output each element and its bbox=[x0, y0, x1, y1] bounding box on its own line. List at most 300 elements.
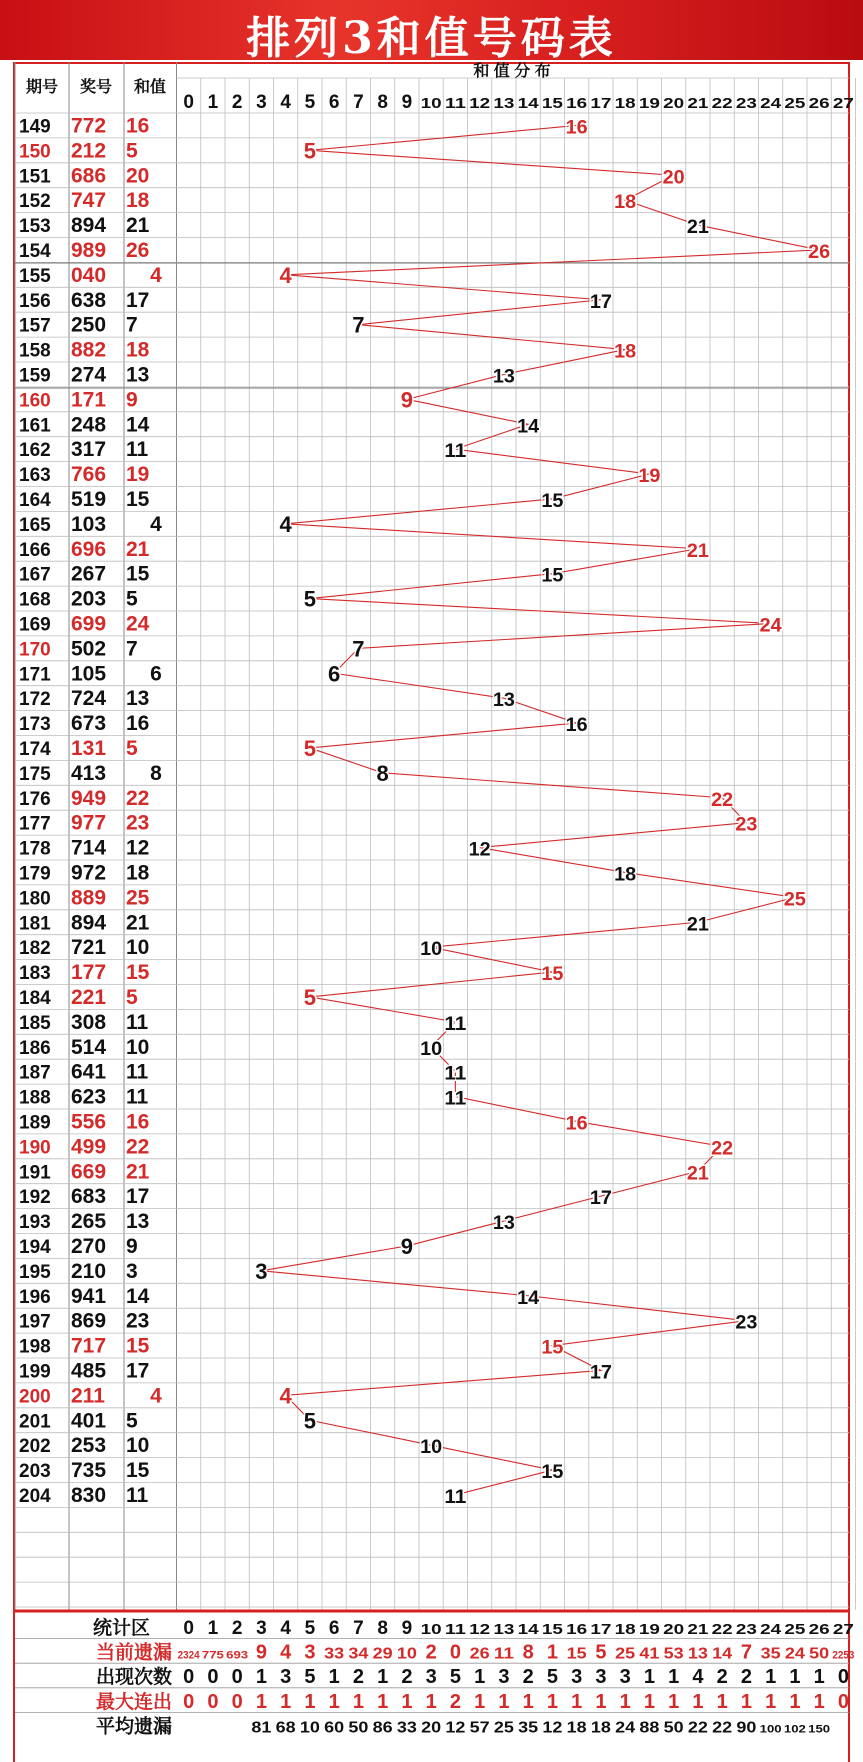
number-cell: 949 bbox=[71, 786, 107, 810]
stats-value: 2 bbox=[449, 1690, 461, 1713]
sum-cell: 11 bbox=[126, 1010, 149, 1034]
issue-cell: 204 bbox=[19, 1485, 51, 1507]
number-cell: 669 bbox=[71, 1160, 107, 1184]
sum-cell: 4 bbox=[150, 263, 162, 287]
stats-value: 29 bbox=[372, 1645, 393, 1663]
sum-cell: 5 bbox=[126, 139, 138, 163]
issue-cell: 198 bbox=[19, 1336, 51, 1358]
issue-cell: 176 bbox=[19, 788, 51, 810]
stats-value: 7 bbox=[740, 1641, 752, 1664]
x-tick-label: 7 bbox=[353, 92, 364, 113]
sum-cell: 23 bbox=[126, 1309, 150, 1333]
sum-point: 5 bbox=[303, 586, 316, 612]
stats-value: 0 bbox=[207, 1690, 219, 1713]
stats-value: 1 bbox=[255, 1690, 267, 1713]
issue-cell: 171 bbox=[19, 664, 51, 686]
issue-cell: 168 bbox=[19, 589, 51, 611]
stats-value: 25 bbox=[493, 1719, 514, 1737]
stats-value: 12 bbox=[542, 1719, 563, 1737]
issue-cell: 169 bbox=[19, 614, 51, 636]
stats-value: 3 bbox=[425, 1666, 437, 1689]
number-cell: 869 bbox=[71, 1309, 107, 1333]
stats-col-label: 9 bbox=[401, 1618, 413, 1639]
sum-cell: 9 bbox=[126, 1234, 138, 1258]
stats-value: 20 bbox=[421, 1719, 442, 1737]
stats-row-label: 平均遗漏 bbox=[95, 1716, 172, 1738]
sum-point: 11 bbox=[444, 1088, 467, 1110]
sum-cell: 18 bbox=[126, 338, 150, 362]
sum-point: 13 bbox=[492, 690, 515, 712]
sum-point: 23 bbox=[735, 814, 758, 836]
issue-cell: 159 bbox=[19, 365, 51, 387]
stats-value: 4 bbox=[280, 1641, 292, 1664]
issue-cell: 173 bbox=[19, 714, 51, 736]
stats-value: 1 bbox=[498, 1690, 510, 1713]
x-tick-label: 24 bbox=[760, 95, 782, 112]
stats-value: 68 bbox=[275, 1719, 296, 1737]
sum-cell: 10 bbox=[126, 1035, 150, 1059]
sum-cell: 16 bbox=[126, 114, 150, 138]
stats-value: 1 bbox=[352, 1690, 364, 1713]
sum-point: 5 bbox=[303, 1408, 316, 1434]
number-cell: 699 bbox=[71, 612, 107, 636]
stats-value: 2 bbox=[522, 1666, 534, 1689]
sum-point: 23 bbox=[735, 1312, 758, 1334]
sum-point: 17 bbox=[589, 1188, 612, 1210]
x-tick-label: 15 bbox=[541, 95, 563, 112]
sum-point: 21 bbox=[686, 540, 710, 562]
stats-col-label: 24 bbox=[760, 1621, 782, 1638]
sum-point: 11 bbox=[444, 1063, 467, 1085]
stats-value: 1 bbox=[328, 1690, 340, 1713]
stats-value: 0 bbox=[449, 1641, 461, 1664]
sum-cell: 18 bbox=[126, 189, 150, 213]
stats-value: 3 bbox=[571, 1666, 583, 1689]
number-cell: 989 bbox=[71, 238, 107, 262]
stats-value: 1 bbox=[813, 1690, 825, 1713]
sum-point: 20 bbox=[662, 167, 685, 189]
stats-value: 1 bbox=[643, 1690, 655, 1713]
sum-cell: 21 bbox=[126, 537, 150, 561]
stats-row-label: 当前遗漏 bbox=[95, 1642, 172, 1664]
number-cell: 772 bbox=[71, 114, 107, 138]
number-cell: 747 bbox=[71, 189, 107, 213]
stats-value: 2324 bbox=[177, 1649, 201, 1662]
number-cell: 212 bbox=[71, 139, 107, 163]
sum-point: 11 bbox=[444, 1013, 467, 1035]
stats-value: 0 bbox=[231, 1690, 243, 1713]
sum-cell: 11 bbox=[126, 438, 149, 462]
issue-cell: 187 bbox=[19, 1062, 51, 1084]
number-cell: 248 bbox=[71, 413, 107, 437]
sum-cell: 12 bbox=[126, 836, 150, 860]
stats-value: 0 bbox=[183, 1666, 195, 1689]
x-tick-label: 20 bbox=[663, 95, 685, 112]
stats-value: 57 bbox=[469, 1719, 490, 1737]
number-cell: 177 bbox=[71, 961, 107, 985]
stats-col-label: 13 bbox=[493, 1621, 515, 1638]
x-tick-label: 16 bbox=[566, 95, 588, 112]
x-tick-label: 21 bbox=[687, 95, 709, 112]
stats-value: 775 bbox=[201, 1649, 224, 1662]
stats-value: 22 bbox=[687, 1719, 708, 1737]
number-cell: 210 bbox=[71, 1259, 107, 1283]
stats-value: 1 bbox=[765, 1690, 777, 1713]
stats-value: 1 bbox=[255, 1666, 267, 1689]
sum-cell: 5 bbox=[126, 985, 138, 1009]
x-tick-label: 11 bbox=[444, 95, 466, 112]
issue-cell: 186 bbox=[19, 1037, 51, 1059]
sum-point: 14 bbox=[517, 1287, 540, 1309]
sum-cell: 4 bbox=[150, 1384, 162, 1408]
stats-value: 0 bbox=[837, 1690, 849, 1713]
sum-point: 26 bbox=[808, 241, 831, 263]
issue-cell: 197 bbox=[19, 1311, 51, 1333]
issue-cell: 174 bbox=[19, 738, 51, 760]
sum-point: 17 bbox=[589, 291, 612, 313]
number-cell: 972 bbox=[71, 861, 107, 885]
stats-value: 1 bbox=[304, 1690, 316, 1713]
number-cell: 485 bbox=[71, 1359, 107, 1383]
sum-point: 13 bbox=[492, 1213, 515, 1235]
x-tick-label: 8 bbox=[377, 92, 388, 113]
sum-cell: 5 bbox=[126, 587, 138, 611]
number-cell: 894 bbox=[71, 214, 107, 238]
stats-value: 2253 bbox=[832, 1649, 855, 1662]
stats-value: 24 bbox=[615, 1719, 636, 1737]
stats-col-label: 17 bbox=[590, 1621, 612, 1638]
sum-point: 11 bbox=[444, 441, 467, 463]
stats-value: 81 bbox=[251, 1719, 272, 1737]
stats-value: 13 bbox=[687, 1645, 708, 1663]
sum-point: 15 bbox=[541, 565, 564, 587]
stats-col-label: 0 bbox=[183, 1618, 194, 1639]
stats-value: 25 bbox=[615, 1645, 636, 1663]
stats-col-label: 6 bbox=[328, 1618, 340, 1639]
sum-cell: 15 bbox=[126, 562, 150, 586]
stats-value: 18 bbox=[590, 1719, 611, 1737]
sum-cell: 7 bbox=[126, 313, 138, 337]
sum-cell: 15 bbox=[126, 1334, 150, 1358]
issue-cell: 180 bbox=[19, 888, 51, 910]
sum-cell: 5 bbox=[126, 736, 138, 760]
header-sum: 和值 bbox=[133, 79, 167, 96]
sum-cell: 13 bbox=[126, 687, 150, 711]
stats-col-label: 26 bbox=[808, 1621, 830, 1638]
x-tick-label: 9 bbox=[401, 92, 413, 113]
sum-point: 9 bbox=[400, 387, 413, 413]
stats-col-label: 18 bbox=[614, 1621, 636, 1638]
stats-col-label: 11 bbox=[444, 1621, 466, 1638]
sum-point: 18 bbox=[614, 341, 637, 363]
sum-cell: 22 bbox=[126, 1135, 150, 1159]
stats-col-label: 2 bbox=[231, 1618, 243, 1639]
stats-col-label: 22 bbox=[711, 1621, 733, 1638]
stats-value: 14 bbox=[712, 1645, 733, 1663]
stats-value: 1 bbox=[619, 1690, 631, 1713]
page-title: 排列3和值号码表 bbox=[246, 13, 617, 60]
number-cell: 519 bbox=[71, 487, 107, 511]
issue-cell: 183 bbox=[19, 963, 51, 985]
stats-value: 22 bbox=[712, 1719, 733, 1737]
sum-point: 12 bbox=[468, 839, 491, 861]
stats-value: 15 bbox=[566, 1645, 587, 1663]
issue-cell: 175 bbox=[19, 763, 51, 785]
stats-value: 3 bbox=[619, 1666, 631, 1689]
number-cell: 941 bbox=[71, 1284, 107, 1308]
stats-value: 8 bbox=[522, 1641, 534, 1664]
sum-cell: 3 bbox=[126, 1259, 138, 1283]
stats-value: 50 bbox=[348, 1719, 369, 1737]
issue-cell: 178 bbox=[19, 838, 51, 860]
stats-value: 33 bbox=[324, 1645, 345, 1663]
stats-value: 1 bbox=[328, 1666, 340, 1689]
sum-point: 14 bbox=[517, 416, 540, 438]
issue-cell: 185 bbox=[19, 1012, 51, 1034]
stats-value: 1 bbox=[765, 1666, 777, 1689]
stats-value: 1 bbox=[595, 1690, 607, 1713]
number-cell: 673 bbox=[71, 712, 107, 736]
stats-value: 9 bbox=[255, 1641, 267, 1664]
issue-cell: 167 bbox=[19, 564, 51, 586]
x-tick-label: 4 bbox=[280, 92, 291, 113]
number-cell: 308 bbox=[71, 1010, 107, 1034]
sum-cell: 9 bbox=[126, 388, 138, 412]
x-tick-label: 14 bbox=[517, 95, 540, 112]
stats-col-label: 1 bbox=[207, 1618, 219, 1639]
x-tick-label: 12 bbox=[469, 95, 491, 112]
stats-col-label: 23 bbox=[735, 1621, 757, 1638]
number-cell: 267 bbox=[71, 562, 107, 586]
sum-point: 15 bbox=[541, 964, 564, 986]
sum-point: 4 bbox=[279, 1383, 292, 1409]
issue-cell: 192 bbox=[19, 1187, 51, 1209]
number-cell: 265 bbox=[71, 1210, 107, 1234]
sum-point: 7 bbox=[352, 312, 365, 338]
sum-point: 10 bbox=[420, 1437, 443, 1459]
sum-cell: 6 bbox=[150, 662, 162, 686]
sum-point: 6 bbox=[328, 661, 341, 687]
sum-point: 8 bbox=[376, 760, 389, 786]
stats-value: 1 bbox=[668, 1690, 680, 1713]
x-tick-label: 3 bbox=[256, 92, 267, 113]
issue-cell: 162 bbox=[19, 440, 51, 462]
sum-cell: 19 bbox=[126, 463, 150, 487]
number-cell: 250 bbox=[71, 313, 107, 337]
number-cell: 103 bbox=[71, 512, 107, 536]
stats-col-label: 3 bbox=[256, 1618, 267, 1639]
stats-value: 1 bbox=[425, 1690, 437, 1713]
number-cell: 683 bbox=[71, 1185, 107, 1209]
number-cell: 724 bbox=[71, 687, 107, 711]
sum-point: 9 bbox=[400, 1233, 413, 1259]
sum-cell: 14 bbox=[126, 1284, 150, 1308]
stats-value: 1 bbox=[474, 1666, 486, 1689]
stats-col-label: 15 bbox=[541, 1621, 563, 1638]
sum-cell: 15 bbox=[126, 961, 150, 985]
stats-value: 693 bbox=[226, 1649, 249, 1662]
issue-cell: 152 bbox=[19, 191, 51, 213]
x-tick-label: 5 bbox=[304, 92, 316, 113]
stats-value: 1 bbox=[546, 1690, 558, 1713]
sum-cell: 11 bbox=[126, 1085, 149, 1109]
sum-cell: 7 bbox=[126, 637, 138, 661]
stats-row-label: 最大连出 bbox=[95, 1691, 172, 1713]
number-cell: 766 bbox=[71, 463, 107, 487]
issue-cell: 161 bbox=[19, 415, 51, 437]
sum-point: 16 bbox=[565, 1113, 588, 1135]
number-cell: 274 bbox=[71, 363, 107, 387]
stats-col-label: 16 bbox=[566, 1621, 588, 1638]
sum-point: 11 bbox=[444, 1486, 467, 1508]
stats-value: 1 bbox=[740, 1690, 752, 1713]
number-cell: 131 bbox=[71, 736, 107, 760]
sum-cell: 17 bbox=[126, 288, 150, 312]
stats-col-label: 21 bbox=[687, 1621, 709, 1638]
x-tick-label: 23 bbox=[735, 95, 757, 112]
stats-header: 统计区 bbox=[92, 1618, 150, 1639]
number-cell: 413 bbox=[71, 761, 107, 785]
sum-cell: 10 bbox=[126, 936, 150, 960]
stats-value: 1 bbox=[280, 1690, 292, 1713]
sum-point: 5 bbox=[303, 984, 316, 1010]
sum-point: 16 bbox=[565, 715, 588, 737]
issue-cell: 201 bbox=[19, 1411, 51, 1433]
stats-col-label: 8 bbox=[377, 1618, 388, 1639]
number-cell: 171 bbox=[71, 388, 107, 412]
stats-value: 12 bbox=[445, 1719, 466, 1737]
number-cell: 714 bbox=[71, 836, 107, 860]
stats-value: 1 bbox=[571, 1690, 583, 1713]
issue-cell: 179 bbox=[19, 863, 51, 885]
number-cell: 696 bbox=[71, 537, 107, 561]
stats-value: 50 bbox=[809, 1645, 830, 1663]
stats-value: 150 bbox=[808, 1723, 831, 1736]
issue-cell: 156 bbox=[19, 290, 51, 312]
issue-cell: 150 bbox=[19, 141, 51, 163]
issue-cell: 177 bbox=[19, 813, 51, 835]
x-tick-label: 1 bbox=[207, 92, 219, 113]
issue-cell: 170 bbox=[19, 639, 51, 661]
number-cell: 499 bbox=[71, 1135, 107, 1159]
sum-point: 24 bbox=[759, 615, 783, 637]
stats-value: 2 bbox=[401, 1666, 413, 1689]
issue-cell: 155 bbox=[19, 265, 51, 287]
stats-col-label: 5 bbox=[304, 1618, 316, 1639]
stats-value: 24 bbox=[784, 1645, 805, 1663]
header-distribution: 和 值 分 布 bbox=[473, 63, 551, 80]
stats-value: 2 bbox=[352, 1666, 364, 1689]
sum-cell: 4 bbox=[150, 512, 162, 536]
issue-cell: 181 bbox=[19, 913, 51, 935]
stats-value: 1 bbox=[813, 1666, 825, 1689]
sum-cell: 21 bbox=[126, 911, 150, 935]
stats-value: 3 bbox=[304, 1641, 316, 1664]
number-cell: 401 bbox=[71, 1409, 107, 1433]
sum-cell: 17 bbox=[126, 1359, 150, 1383]
sum-point: 21 bbox=[686, 914, 710, 936]
number-cell: 638 bbox=[71, 288, 107, 312]
stats-value: 1 bbox=[668, 1666, 680, 1689]
issue-cell: 164 bbox=[19, 489, 51, 511]
x-tick-label: 26 bbox=[808, 95, 830, 112]
x-tick-label: 17 bbox=[590, 95, 612, 112]
stats-col-label: 12 bbox=[469, 1621, 491, 1638]
x-tick-label: 25 bbox=[784, 95, 806, 112]
sum-point: 22 bbox=[711, 1138, 734, 1160]
issue-cell: 158 bbox=[19, 340, 51, 362]
stats-value: 1 bbox=[522, 1690, 534, 1713]
sum-point: 10 bbox=[420, 1038, 443, 1060]
number-cell: 721 bbox=[71, 936, 107, 960]
issue-cell: 202 bbox=[19, 1436, 51, 1458]
sum-cell: 22 bbox=[126, 786, 150, 810]
number-cell: 317 bbox=[71, 438, 107, 462]
stats-value: 41 bbox=[639, 1645, 660, 1663]
sum-cell: 11 bbox=[126, 1483, 149, 1507]
sum-point: 16 bbox=[565, 117, 588, 139]
sum-point: 18 bbox=[614, 192, 637, 214]
stats-value: 35 bbox=[518, 1719, 539, 1737]
stats-value: 1 bbox=[789, 1666, 801, 1689]
sum-point: 3 bbox=[255, 1258, 268, 1284]
stats-col-label: 25 bbox=[784, 1621, 806, 1638]
sum-cell: 13 bbox=[126, 363, 150, 387]
number-cell: 977 bbox=[71, 811, 107, 835]
issue-cell: 188 bbox=[19, 1087, 51, 1109]
sum-point: 15 bbox=[541, 1337, 564, 1359]
stats-value: 1 bbox=[377, 1666, 389, 1689]
stats-value: 1 bbox=[716, 1690, 728, 1713]
sum-point: 5 bbox=[303, 735, 316, 761]
sum-cell: 10 bbox=[126, 1434, 150, 1458]
stats-value: 10 bbox=[299, 1719, 320, 1737]
header-issue: 期号 bbox=[25, 79, 59, 96]
issue-cell: 199 bbox=[19, 1361, 51, 1383]
stats-value: 5 bbox=[546, 1666, 558, 1689]
stats-col-label: 19 bbox=[638, 1621, 660, 1638]
stats-value: 0 bbox=[837, 1666, 849, 1689]
number-cell: 894 bbox=[71, 911, 107, 935]
stats-col-label: 14 bbox=[517, 1621, 540, 1638]
stats-value: 60 bbox=[324, 1719, 345, 1737]
number-cell: 556 bbox=[71, 1110, 107, 1134]
stats-value: 5 bbox=[449, 1666, 461, 1689]
stats-value: 3 bbox=[595, 1666, 607, 1689]
sum-cell: 20 bbox=[126, 164, 150, 188]
stats-value: 4 bbox=[692, 1666, 704, 1689]
x-tick-label: 2 bbox=[231, 92, 243, 113]
number-cell: 889 bbox=[71, 886, 107, 910]
stats-value: 1 bbox=[692, 1690, 704, 1713]
sum-point: 5 bbox=[303, 138, 316, 164]
stats-value: 3 bbox=[280, 1666, 292, 1689]
x-tick-label: 0 bbox=[183, 92, 194, 113]
sum-cell: 8 bbox=[150, 761, 162, 785]
number-cell: 623 bbox=[71, 1085, 107, 1109]
stats-value: 100 bbox=[759, 1723, 782, 1736]
sum-point: 21 bbox=[686, 217, 710, 239]
sum-point: 15 bbox=[541, 1462, 564, 1484]
sum-cell: 14 bbox=[126, 413, 150, 437]
issue-cell: 196 bbox=[19, 1286, 51, 1308]
sum-point: 22 bbox=[711, 789, 734, 811]
number-cell: 514 bbox=[71, 1035, 107, 1059]
stats-value: 35 bbox=[760, 1645, 781, 1663]
stats-value: 10 bbox=[396, 1645, 417, 1663]
stats-value: 3 bbox=[498, 1666, 510, 1689]
sum-cell: 23 bbox=[126, 811, 150, 835]
